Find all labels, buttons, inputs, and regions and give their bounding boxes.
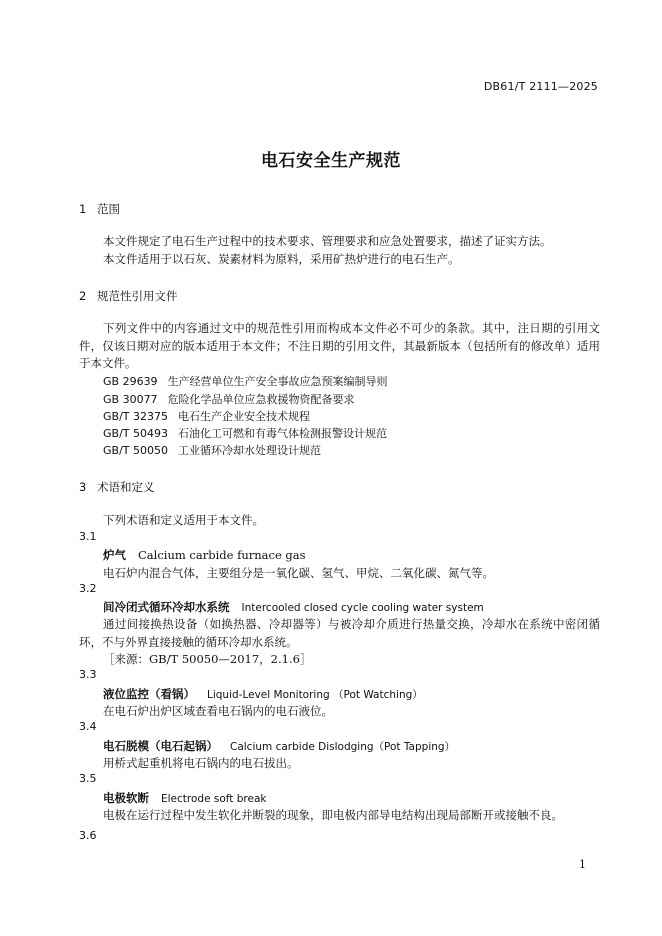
term-zh: 电极软断 [103,791,149,805]
term-definition: 用桥式起重机将电石锅内的电石拔出。 [103,756,299,770]
reference-item [103,408,310,424]
section-number: 2 [79,289,87,303]
page-number: 1 [579,858,586,871]
reference-item [103,373,388,389]
paragraph: 下列文件中的内容通过文中的规范性引用而构成本文件必不可少的条款。其中，注日期的引用文件，仅该日期对应的版本适用于本文件；不注日期的引用文件，其最新版本（包括所有的修改单）适用于本文件。 [79,321,600,370]
term-number: 3.3 [79,668,97,681]
reference-code: GB/T 32375 [103,410,168,423]
section-1-heading [79,201,120,217]
term-en: Calcium carbide Dislodging（Pot Tapping） [230,741,456,753]
term-number: 3.4 [79,720,97,733]
term-entry [103,599,484,615]
term-definition: 电石炉内混合气体，主要组分是一氧化碳、氢气、甲烷、二氧化碳、氮气等。 [103,566,494,580]
term-en: Calcium carbide furnace gas [138,548,306,562]
term-definition: 电极在运行过程中发生软化并断裂的现象，即电极内部导电结构出现局部断开或接触不良。 [103,808,563,822]
term-definition: 通过间接换热设备（如换热器、冷却器等）与被冷却介质进行热量交换，冷却水在系统中密闭循环，不与外界直接接触的循环冷却水系统。 [79,617,600,649]
section-title: 范围 [97,202,120,216]
term-entry [103,547,306,563]
standard-code: DB61/T 2111—2025 [483,80,598,93]
reference-item [103,391,355,407]
section-title: 术语和定义 [97,480,155,494]
term-number: 3.6 [79,829,97,842]
reference-item [103,425,387,441]
term-en: Liquid-Level Monitoring （Pot Watching） [207,689,423,701]
reference-name: 工业循环冷却水处理设计规范 [178,444,321,457]
reference-name: 电石生产企业安全技术规程 [178,410,310,423]
reference-name: 石油化工可燃和有毒气体检测报警设计规范 [178,427,387,440]
section-title: 规范性引用文件 [97,289,178,303]
term-en: Electrode soft break [161,793,267,805]
term-number: 3.2 [79,582,97,595]
section-3-heading [79,479,155,495]
paragraph: 本文件规定了电石生产过程中的技术要求、管理要求和应急处置要求，描述了证实方法。 [103,234,552,248]
term-number: 3.5 [79,772,97,785]
reference-name: 危险化学品单位应急救援物资配备要求 [167,393,355,406]
reference-item [103,442,321,458]
reference-name: 生产经营单位生产安全事故应急预案编制导则 [167,375,388,388]
term-definition: 在电石炉出炉区域查看电石锅内的电石液位。 [103,704,333,718]
term-number: 3.1 [79,530,97,543]
paragraph: 本文件适用于以石灰、炭素材料为原料，采用矿热炉进行的电石生产。 [103,252,460,266]
reference-code: GB/T 50050 [103,444,168,457]
term-zh: 液位监控（看锅） [103,687,195,701]
reference-code: GB/T 50493 [103,427,168,440]
term-entry [103,790,266,806]
section-2-heading [79,288,178,304]
section-number: 1 [79,202,87,216]
section-number: 3 [79,480,87,494]
term-zh: 间冷闭式循环冷却水系统 [103,600,230,614]
reference-code: GB 29639 [103,375,158,388]
page-title: 电石安全生产规范 [261,151,401,171]
term-zh: 炉气 [103,548,126,562]
term-zh: 电石脱模（电石起锅） [103,739,218,753]
term-source: ［来源：GB/T 50050—2017，2.1.6］ [103,652,312,666]
term-entry [103,738,455,754]
term-entry [103,686,423,702]
paragraph: 下列术语和定义适用于本文件。 [103,513,264,527]
reference-code: GB 30077 [103,393,158,406]
term-en: Intercooled closed cycle cooling water system [241,602,484,614]
